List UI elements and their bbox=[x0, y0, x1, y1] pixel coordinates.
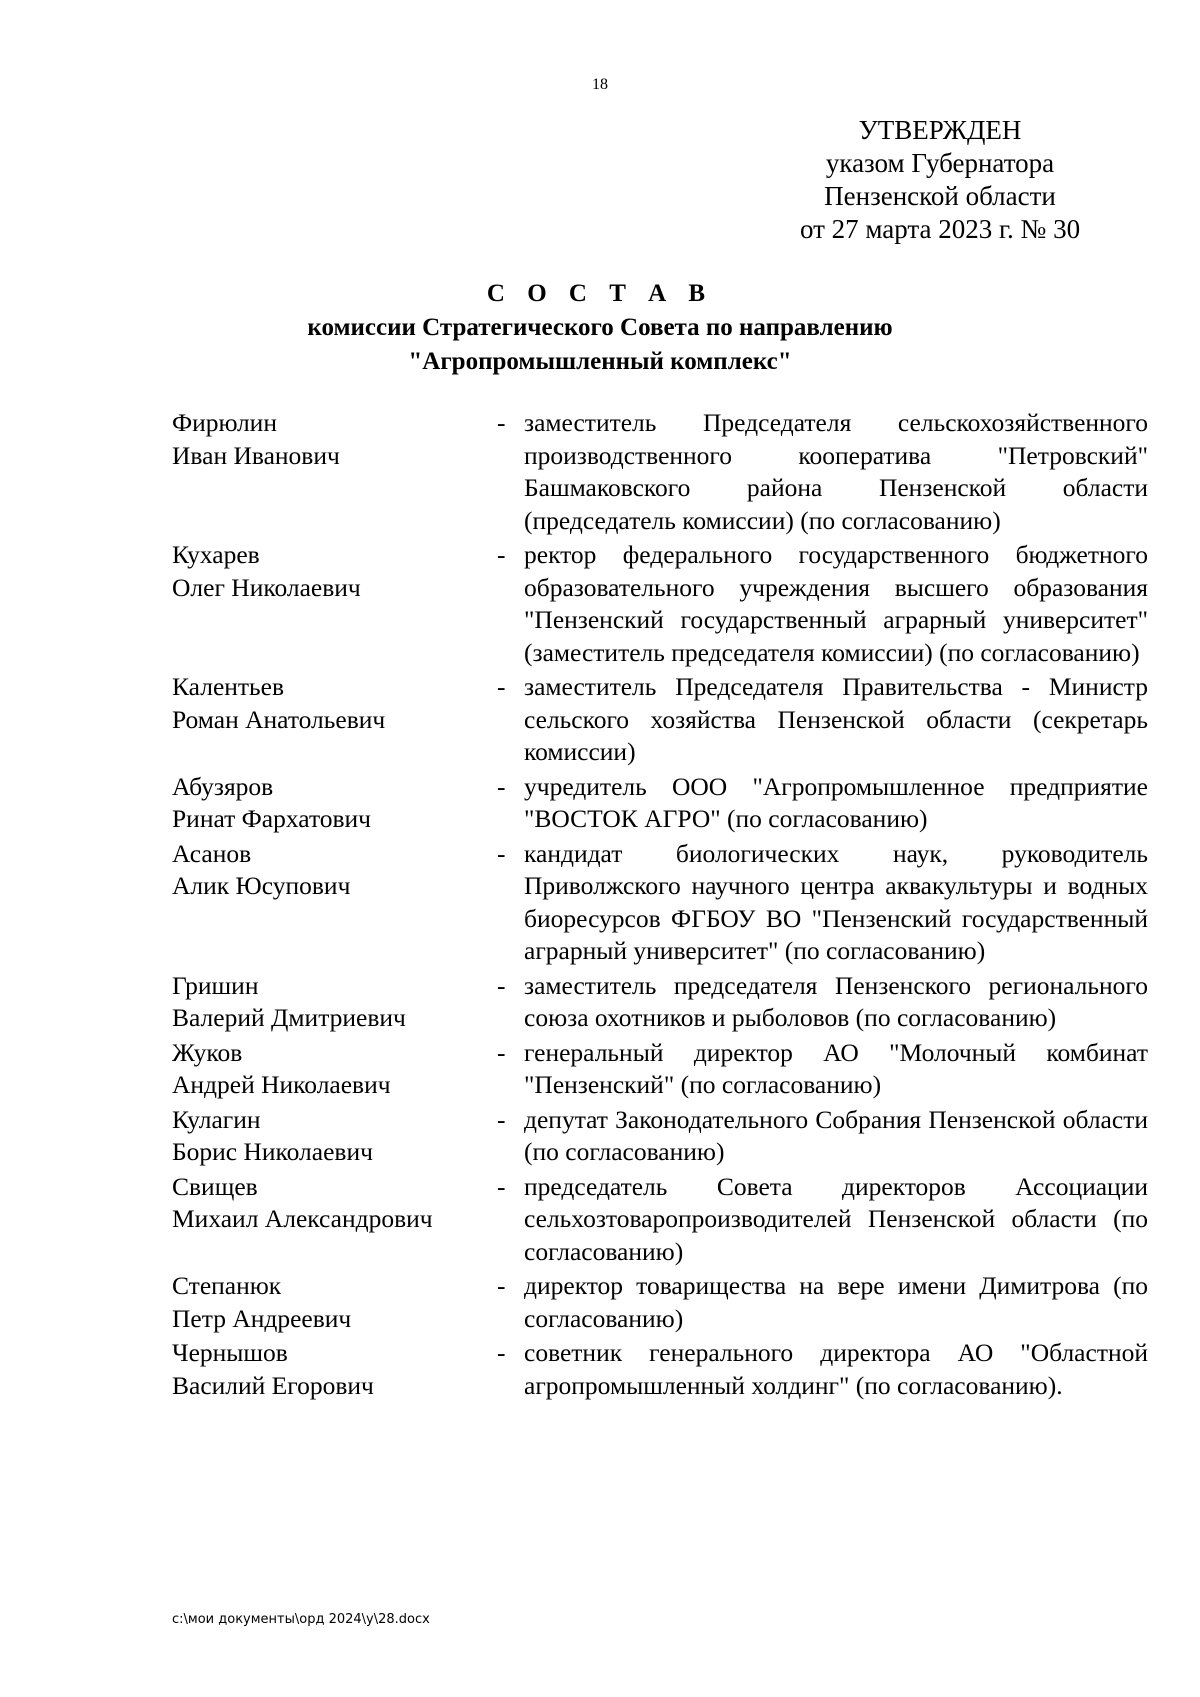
member-name bbox=[172, 1037, 497, 1102]
member-row bbox=[172, 407, 1148, 537]
approval-line-3: Пензенской области bbox=[824, 181, 1056, 211]
member-given-names: Борис Николаевич bbox=[172, 1137, 373, 1166]
member-surname: Свищев bbox=[172, 1171, 258, 1201]
approval-stamp bbox=[770, 114, 1110, 246]
member-given-names: Валерий Дмитриевич bbox=[172, 1003, 406, 1032]
approval-line-2: указом Губернатора bbox=[825, 148, 1055, 178]
member-dash: - bbox=[497, 1338, 506, 1367]
member-role: заместитель Председателя сельскохозяйственного производственного кооператива "Петровский" Башмаковского района Пензенской области (председатель комиссии) (по согласованию) bbox=[524, 408, 1148, 535]
member-surname: Чернышов bbox=[172, 1338, 288, 1367]
member-dash: - bbox=[497, 1271, 506, 1300]
member-given-names: Иван Иванович bbox=[172, 440, 340, 470]
member-row bbox=[172, 1171, 1148, 1269]
member-given-names: Михаил Александрович bbox=[172, 1204, 433, 1233]
member-surname: Степанюк bbox=[172, 1271, 282, 1300]
member-surname: Кулагин bbox=[172, 1104, 261, 1134]
member-dash: - bbox=[497, 1171, 506, 1201]
heading-line-2: комиссии Стратегического Совета по направлению bbox=[307, 314, 893, 341]
member-row bbox=[172, 1337, 1148, 1402]
member-role: ректор федерального государственного бюджетного образовательного учреждения высшего образования "Пензенский государственный аграрный университет" (заместитель председателя комиссии) (по согласованию) bbox=[524, 540, 1148, 667]
member-role: учредитель ООО "Агропромышленное предприятие "ВОСТОК АГРО" (по согласованию) bbox=[524, 771, 1148, 833]
file-path-footer: c:\мои документы\орд 2024\у\28.docx bbox=[172, 1612, 430, 1627]
member-role: генеральный директор АО "Молочный комбинат "Пензенский" (по согласованию) bbox=[524, 1037, 1148, 1099]
member-given-names: Ринат Фархатович bbox=[172, 804, 372, 833]
member-role: директор товарищества на вере имени Димитрова (по согласованию) bbox=[524, 1271, 1148, 1333]
member-row bbox=[172, 1270, 1148, 1335]
member-dash: - bbox=[497, 1104, 506, 1134]
page-number: 18 bbox=[592, 76, 608, 93]
member-role: председатель Совета директоров Ассоциации сельхозтоваропроизводителей Пензенской области (по согласованию) bbox=[524, 1171, 1148, 1266]
member-given-names: Василий Егорович bbox=[172, 1370, 374, 1400]
member-row bbox=[172, 539, 1148, 669]
member-name bbox=[172, 671, 497, 769]
member-name bbox=[172, 1171, 497, 1269]
member-dash: - bbox=[497, 838, 506, 868]
member-surname: Жуков bbox=[172, 1037, 243, 1067]
member-given-names: Петр Андреевич bbox=[172, 1303, 352, 1333]
member-row bbox=[172, 771, 1148, 836]
member-role: депутат Законодательного Собрания Пензенской области (по согласованию) bbox=[524, 1104, 1148, 1166]
member-surname: Калентьев bbox=[172, 672, 285, 701]
member-name bbox=[172, 1270, 497, 1335]
heading-line-3: "Агропромышленный комплекс" bbox=[408, 348, 792, 375]
member-surname: Кухарев bbox=[172, 540, 260, 569]
member-given-names: Олег Николаевич bbox=[172, 572, 361, 602]
member-surname: Гришин bbox=[172, 970, 259, 1000]
member-name bbox=[172, 407, 497, 537]
member-name bbox=[172, 838, 497, 968]
member-list bbox=[172, 407, 1148, 1404]
member-row bbox=[172, 671, 1148, 769]
member-name bbox=[172, 771, 497, 836]
member-dash: - bbox=[497, 672, 506, 701]
member-role: заместитель председателя Пензенского регионального союза охотников и рыболовов (по согласованию) bbox=[524, 970, 1148, 1032]
member-surname: Асанов bbox=[172, 838, 252, 868]
member-dash: - bbox=[497, 540, 506, 569]
member-name bbox=[172, 539, 497, 669]
member-surname: Фирюлин bbox=[172, 408, 277, 437]
member-role: заместитель Председателя Правительства - Министр сельского хозяйства Пензенской области (секретарь комиссии) bbox=[524, 672, 1148, 766]
member-role: советник генерального директора АО "Областной агропромышленный холдинг" (по согласованию). bbox=[524, 1338, 1148, 1400]
member-dash: - bbox=[497, 408, 506, 437]
member-row bbox=[172, 1104, 1148, 1169]
member-given-names: Андрей Николаевич bbox=[172, 1070, 391, 1099]
member-dash: - bbox=[497, 771, 506, 801]
member-name bbox=[172, 1337, 497, 1402]
member-row bbox=[172, 970, 1148, 1035]
member-given-names: Алик Юсупович bbox=[172, 871, 351, 900]
approval-line-4: от 27 марта 2023 г. № 30 bbox=[799, 214, 1081, 244]
member-surname: Абузяров bbox=[172, 771, 274, 801]
member-name bbox=[172, 970, 497, 1035]
approval-line-1: УТВЕРЖДЕН bbox=[858, 115, 1022, 145]
document-heading bbox=[0, 277, 1200, 379]
member-row bbox=[172, 838, 1148, 968]
member-dash: - bbox=[497, 1037, 506, 1067]
member-dash: - bbox=[497, 970, 506, 1000]
member-given-names: Роман Анатольевич bbox=[172, 704, 386, 734]
member-row bbox=[172, 1037, 1148, 1102]
member-role: кандидат биологических наук, руководитель Приволжского научного центра аквакультуры и водных биоресурсов ФГБОУ ВО "Пензенский государственный аграрный университет" (по согласованию) bbox=[524, 838, 1148, 965]
member-name bbox=[172, 1104, 497, 1169]
document-title: С О С Т А В bbox=[486, 280, 714, 307]
